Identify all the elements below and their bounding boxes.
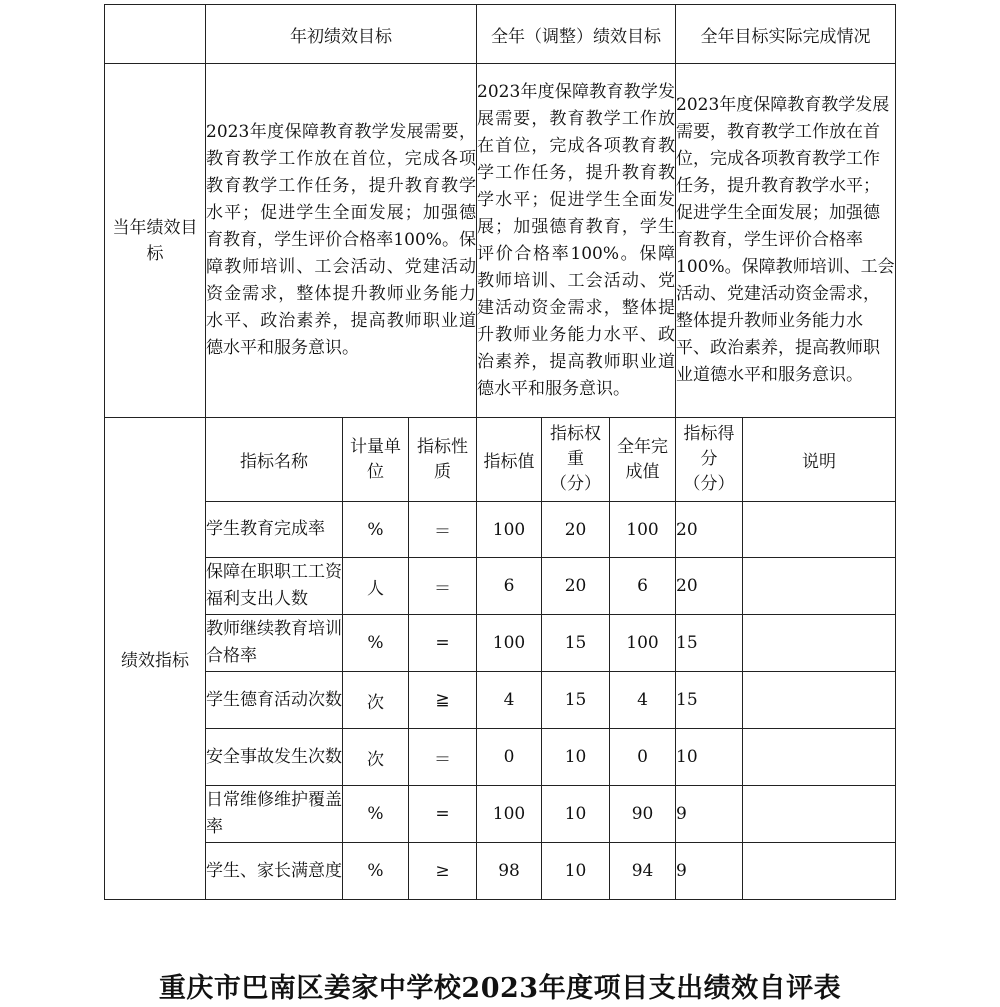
indicator-weight: 20 bbox=[542, 558, 610, 615]
indicator-weight: 20 bbox=[542, 502, 610, 558]
current-year-target-label: 当年绩效目标 bbox=[105, 64, 206, 418]
indicator-score: 15 bbox=[676, 672, 743, 729]
header-actual-completion: 全年目标实际完成情况 bbox=[676, 5, 896, 64]
indicator-nature: ＝ bbox=[409, 502, 477, 558]
indicator-name: 日常维修维护覆盖率 bbox=[206, 786, 343, 843]
initial-target-text: 2023年度保障教育教学发展需要，教育教学工作放在首位，完成各项教育教学工作任务，提升教育教学水平；促进学生全面发展；加强德育教育，学生评价合格率100%。保障教师培训、工会活动、党建活动资金需求，整体提升教师业务能力水平、政治素养，提高教师职业道德水平和服务意识。 bbox=[206, 64, 477, 418]
indicator-unit: % bbox=[343, 502, 409, 558]
indicator-value: 100 bbox=[477, 502, 542, 558]
indicator-name: 保障在职职工工资福利支出人数 bbox=[206, 558, 343, 615]
target-header-row bbox=[105, 5, 896, 64]
indicator-value: 100 bbox=[477, 615, 542, 672]
col-header-actual: 全年完成值 bbox=[610, 418, 676, 502]
indicator-actual: 4 bbox=[610, 672, 676, 729]
indicator-name: 教师继续教育培训合格率 bbox=[206, 615, 343, 672]
indicator-actual: 100 bbox=[610, 615, 676, 672]
col-header-nature: 指标性质 bbox=[409, 418, 477, 502]
table-row bbox=[105, 843, 896, 900]
indicator-score: 9 bbox=[676, 786, 743, 843]
indicator-nature: ≧ bbox=[409, 672, 477, 729]
indicator-unit: 次 bbox=[343, 729, 409, 786]
page-title: 重庆市巴南区姜家中学校2023年度项目支出绩效自评表 bbox=[158, 973, 842, 1004]
table-row bbox=[105, 615, 896, 672]
indicator-weight: 15 bbox=[542, 672, 610, 729]
indicator-note bbox=[743, 729, 896, 786]
indicator-unit: % bbox=[343, 843, 409, 900]
indicator-note bbox=[743, 558, 896, 615]
indicator-nature: ＝ bbox=[409, 729, 477, 786]
table-row bbox=[105, 729, 896, 786]
indicator-actual: 100 bbox=[610, 502, 676, 558]
indicator-weight: 10 bbox=[542, 843, 610, 900]
indicator-actual: 6 bbox=[610, 558, 676, 615]
indicator-note bbox=[743, 502, 896, 558]
indicator-nature: = bbox=[409, 786, 477, 843]
adjusted-target-text: 2023年度保障教育教学发展需要，教育教学工作放在首位，完成各项教育教学工作任务，提升教育教学水平；促进学生全面发展；加强德育教育，学生评价合格率100%。保障教师培训、工会活动、党建活动资金需求，整体提升教师业务能力水平、政治素养，提高教师职业道德水平和服务意识。 bbox=[477, 64, 676, 418]
col-header-name: 指标名称 bbox=[206, 418, 343, 502]
indicator-note bbox=[743, 786, 896, 843]
table-row bbox=[105, 786, 896, 843]
indicator-weight: 15 bbox=[542, 615, 610, 672]
indicator-header-row bbox=[105, 418, 896, 502]
indicator-nature: = bbox=[409, 615, 477, 672]
indicator-value: 0 bbox=[477, 729, 542, 786]
performance-indicator-label: 绩效指标 bbox=[105, 418, 206, 900]
indicator-name: 安全事故发生次数 bbox=[206, 729, 343, 786]
header-initial-target: 年初绩效目标 bbox=[206, 5, 477, 64]
target-content-row bbox=[105, 64, 896, 418]
indicator-unit: % bbox=[343, 786, 409, 843]
indicator-actual: 90 bbox=[610, 786, 676, 843]
actual-completion-text: 2023年度保障教育教学发展需要，教育教学工作放在首位，完成各项教育教学工作任务，提升教育教学水平；促进学生全面发展；加强德育教育，学生评价合格率100%。保障教师培训、工会活动、党建活动资金需求，整体提升教师业务能力水平、政治素养，提高教师职业道德水平和服务意识。 bbox=[676, 64, 896, 418]
indicator-score: 20 bbox=[676, 502, 743, 558]
indicator-value: 6 bbox=[477, 558, 542, 615]
col-header-score: 指标得分（分） bbox=[676, 418, 743, 502]
indicator-nature: ＝ bbox=[409, 558, 477, 615]
indicator-name: 学生教育完成率 bbox=[206, 502, 343, 558]
col-header-value: 指标值 bbox=[477, 418, 542, 502]
indicator-name: 学生德育活动次数 bbox=[206, 672, 343, 729]
indicator-score: 15 bbox=[676, 615, 743, 672]
indicator-weight: 10 bbox=[542, 786, 610, 843]
indicator-unit: 次 bbox=[343, 672, 409, 729]
indicator-score: 10 bbox=[676, 729, 743, 786]
indicator-name: 学生、家长满意度 bbox=[206, 843, 343, 900]
indicator-note bbox=[743, 672, 896, 729]
performance-table bbox=[104, 4, 896, 900]
indicator-score: 9 bbox=[676, 843, 743, 900]
col-header-note: 说明 bbox=[743, 418, 896, 502]
indicator-unit: % bbox=[343, 615, 409, 672]
indicator-actual: 0 bbox=[610, 729, 676, 786]
indicator-score: 20 bbox=[676, 558, 743, 615]
indicator-nature: ≥ bbox=[409, 843, 477, 900]
table-row bbox=[105, 558, 896, 615]
indicator-value: 4 bbox=[477, 672, 542, 729]
indicator-note bbox=[743, 615, 896, 672]
indicator-actual: 94 bbox=[610, 843, 676, 900]
indicator-unit: 人 bbox=[343, 558, 409, 615]
indicator-value: 100 bbox=[477, 786, 542, 843]
table-row bbox=[105, 502, 896, 558]
table-row bbox=[105, 672, 896, 729]
col-header-weight: 指标权重（分） bbox=[542, 418, 610, 502]
indicator-note bbox=[743, 843, 896, 900]
col-header-unit: 计量单位 bbox=[343, 418, 409, 502]
blank-corner-cell bbox=[105, 5, 206, 64]
indicator-value: 98 bbox=[477, 843, 542, 900]
header-adjusted-target: 全年（调整）绩效目标 bbox=[477, 5, 676, 64]
indicator-weight: 10 bbox=[542, 729, 610, 786]
